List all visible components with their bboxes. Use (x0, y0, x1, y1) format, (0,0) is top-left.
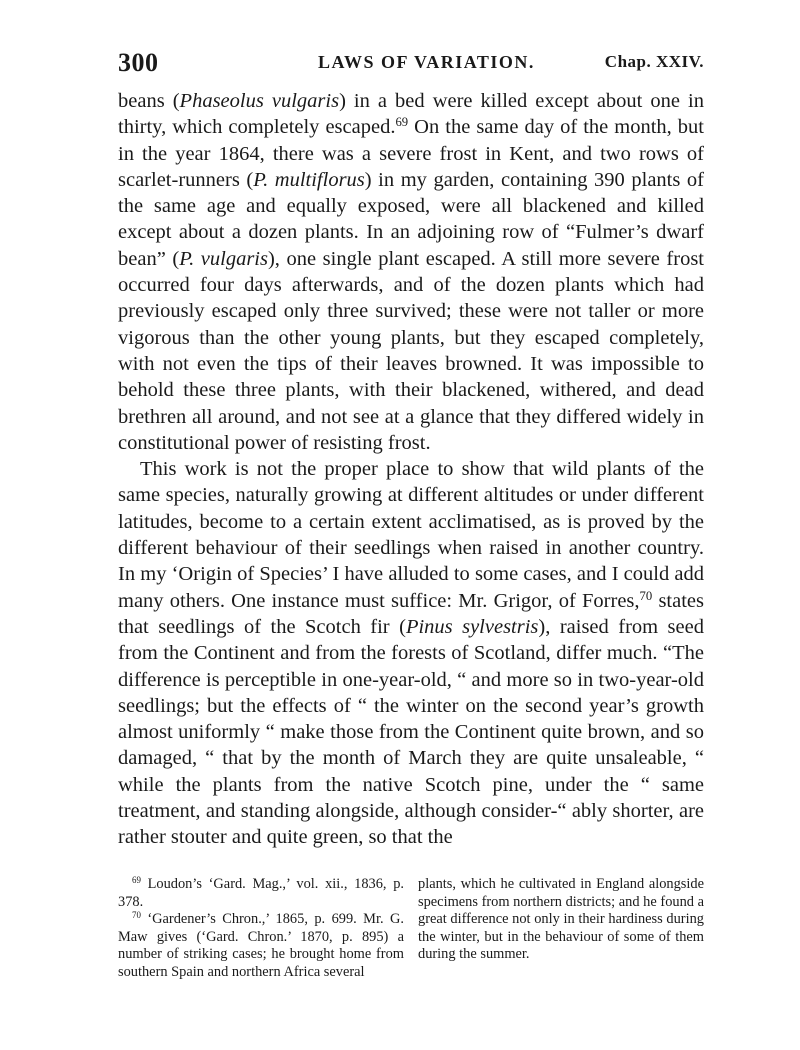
footnotes (118, 876, 704, 981)
paragraph-acclimatisation: This work is not the proper place to show that wild plants of the same species, naturally growing at different altitudes or under different latitudes, become to a certain extent acclimatised, as is proved by the different behaviour of their seedlings when raised in another country. In my ‘Origin of Species’ I have alluded to some cases, and I could add many others. One instance must suffice: Mr. Grigor, of Forres,$^{70}$ states that seedlings of the Scotch fir (Pinus sylvestris), raised from seed from the Continent and from the forests of Scotland, differ much. “The difference is perceptible in one-year-old, “ and more so in two-year-old seedlings; but the effects of “ the winter on the second year’s growth almost uniformly “ make those from the Continent quite brown, and so damaged, “ that by the month of March they are quite unsaleable, “ while the plants from the native Scotch pine, under the “ same treatment, and standing alongside, although consider-“ ably shorter, are rather stouter and quite green, so that the (118, 458, 704, 849)
footnote-70-continued: plants, which he cultivated in England alongside specimens from northern districts; and he found a great difference not only in their hardiness during the winter, but in the behaviour of some of them during the summer. (418, 876, 704, 962)
species-name: P. multiflorus (253, 168, 365, 191)
chapter-reference: Chap. XXIV. (604, 52, 704, 71)
footnote-ref-69[interactable]: 69 (395, 115, 409, 130)
footnote-number: 70 (132, 910, 141, 921)
footnote-69: $^{69}$ Loudon’s ‘Gard. Mag.,’ vol. xii., 1836, p. 378. (118, 875, 404, 910)
footnote-ref-70[interactable]: 70 (639, 588, 653, 603)
footnote-column-right (418, 876, 704, 981)
running-title: LAWS OF VARIATION. (318, 52, 535, 72)
paragraph-beans-frost: beans (Phaseolus vulgaris) in a bed were killed except about one in thirty, which completely escaped.$^{69}$ On the same day of the month, but in the year 1864, there was a severe frost in Kent, and two rows of scarlet-runners (P. multiflorus) in my garden, containing 390 plants of the same age and equally exposed, were all blackened and killed except about a dozen plants. In an adjoining row of “Fulmer’s dwarf bean” (P. vulgaris), one single plant escaped. A still more severe frost occurred four days afterwards, and of the dozen plants which had previously escaped only three survived; these were not taller or more vigorous than the other young plants, but they escaped completely, with not even the tips of their leaves browned. It was impossible to behold these three plants, with their blackened, withered, and dead brethren all around, and not see at a glance that they differed widely in constitutional power of resisting frost. (118, 90, 705, 454)
footnote-70: $^{70}$ ‘Gardener’s Chron.,’ 1865, p. 699. Mr. G. Maw gives (‘Gard. Chron.’ 1870, p. 895) a number of striking cases; he brought home from southern Spain and northern Africa several (118, 910, 404, 980)
body-text (118, 88, 704, 851)
footnote-number: 69 (132, 875, 141, 886)
species-name: P. vulgaris (179, 247, 268, 270)
species-name: Pinus sylvestris (405, 615, 539, 638)
page-number: 300 (118, 48, 159, 77)
page-header (118, 40, 704, 80)
footnote-column-left (118, 876, 404, 981)
book-page (118, 40, 704, 1020)
species-name: Phaseolus vulgaris (179, 90, 340, 112)
